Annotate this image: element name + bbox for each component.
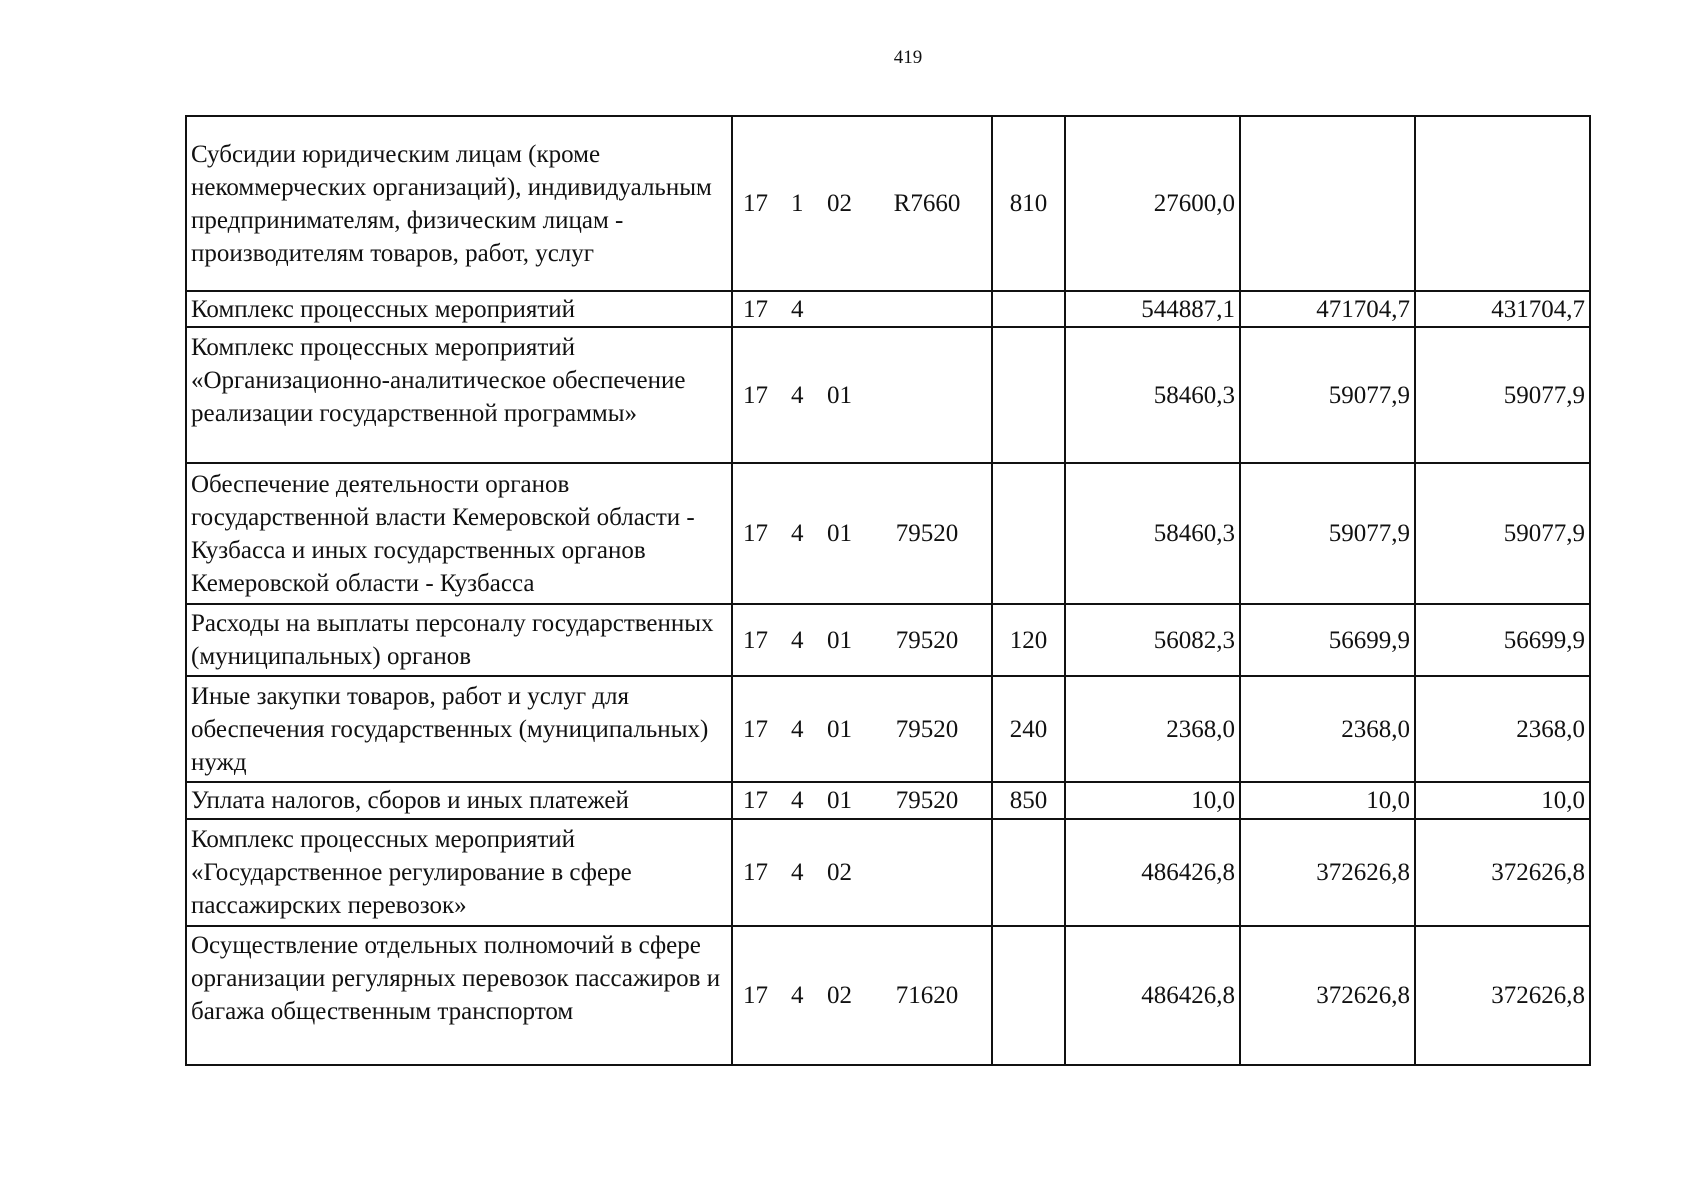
expense-type-code: 810: [992, 116, 1065, 291]
amount-year-2: 372626,8: [1240, 926, 1415, 1065]
row-name: Обеспечение деятельности органов государственной власти Кемеровской области - Кузбасса и иных государственных органов Кемеровской области - Кузбасса: [186, 463, 732, 604]
amount-year-2: 471704,7: [1240, 291, 1415, 327]
code-cell: [732, 819, 992, 926]
amount-year-1: 10,0: [1065, 782, 1240, 819]
amount-year-1: 486426,8: [1065, 926, 1240, 1065]
amount-year-3: 372626,8: [1415, 819, 1590, 926]
amount-year-1: 486426,8: [1065, 819, 1240, 926]
program-code: 17: [743, 859, 768, 886]
amount-year-2: 59077,9: [1240, 463, 1415, 604]
subprogram-code: 4: [791, 520, 804, 547]
expense-type-code: 120: [992, 604, 1065, 676]
expense-type-code: [992, 819, 1065, 926]
page-number: 419: [893, 47, 923, 68]
program-code: 17: [743, 381, 768, 409]
budget-table: [185, 115, 1591, 1066]
table-row: [186, 116, 1590, 291]
row-name: Комплекс процессных мероприятий «Государственное регулирование в сфере пассажирских перевозок»: [186, 819, 732, 926]
expense-type-code: [992, 327, 1065, 463]
amount-year-1: 58460,3: [1065, 327, 1240, 463]
amount-year-1: 27600,0: [1065, 116, 1240, 291]
amount-year-1: 58460,3: [1065, 463, 1240, 604]
table-row: [186, 676, 1590, 782]
direction-code: R7660: [893, 190, 961, 217]
code-cell: [732, 926, 992, 1065]
amount-year-1: 56082,3: [1065, 604, 1240, 676]
row-name: Комплекс процессных мероприятий: [186, 291, 732, 327]
subprogram-code: 4: [791, 982, 804, 1009]
amount-year-3: 431704,7: [1415, 291, 1590, 327]
table-row: [186, 463, 1590, 604]
row-name: Субсидии юридическим лицам (кроме некоммерческих организаций), индивидуальным предпринимателям, физическим лицам - производителям товаров, работ, услуг: [186, 116, 732, 291]
code-cell: [732, 604, 992, 676]
amount-year-3: 56699,9: [1415, 604, 1590, 676]
expense-type-code: 850: [992, 782, 1065, 819]
subprogram-code: 4: [791, 859, 804, 886]
measure-code: 01: [827, 381, 852, 409]
amount-year-3: 59077,9: [1415, 327, 1590, 463]
row-name: Комплекс процессных мероприятий «Организационно-аналитическое обеспечение реализации государственной программы»: [186, 327, 732, 463]
code-cell: [732, 463, 992, 604]
subprogram-code: 4: [791, 626, 804, 654]
code-cell: [732, 116, 992, 291]
amount-year-3: 372626,8: [1415, 926, 1590, 1065]
amount-year-2: 2368,0: [1240, 676, 1415, 782]
table-row: [186, 782, 1590, 819]
row-name: Уплата налогов, сборов и иных платежей: [186, 782, 732, 819]
direction-code: 79520: [895, 626, 959, 654]
direction-code: 71620: [895, 982, 959, 1009]
amount-year-2: 10,0: [1240, 782, 1415, 819]
amount-year-1: 2368,0: [1065, 676, 1240, 782]
expense-type-code: [992, 463, 1065, 604]
measure-code: 01: [827, 626, 852, 654]
subprogram-code: 1: [791, 190, 804, 217]
table-row: [186, 604, 1590, 676]
amount-year-3: 2368,0: [1415, 676, 1590, 782]
measure-code: 01: [827, 787, 852, 814]
subprogram-code: 4: [791, 715, 804, 743]
code-cell: [732, 327, 992, 463]
direction-code: 79520: [895, 520, 959, 547]
table-row: [186, 926, 1590, 1065]
table-row: [186, 819, 1590, 926]
table-row: [186, 291, 1590, 327]
code-cell: [732, 291, 992, 327]
program-code: 17: [743, 982, 768, 1009]
measure-code: 01: [827, 520, 852, 547]
direction-code: 79520: [895, 715, 959, 743]
program-code: 17: [743, 626, 768, 654]
row-name: Иные закупки товаров, работ и услуг для обеспечения государственных (муниципальных) нужд: [186, 676, 732, 782]
subprogram-code: 4: [791, 787, 804, 814]
amount-year-2: 372626,8: [1240, 819, 1415, 926]
amount-year-3: 59077,9: [1415, 463, 1590, 604]
code-cell: [732, 782, 992, 819]
subprogram-code: 4: [791, 295, 804, 323]
table-row: [186, 327, 1590, 463]
amount-year-2: 56699,9: [1240, 604, 1415, 676]
program-code: 17: [743, 295, 768, 323]
measure-code: 02: [827, 859, 852, 886]
amount-year-3: 10,0: [1415, 782, 1590, 819]
program-code: 17: [743, 520, 768, 547]
program-code: 17: [743, 715, 768, 743]
expense-type-code: [992, 926, 1065, 1065]
program-code: 17: [743, 787, 768, 814]
code-cell: [732, 676, 992, 782]
row-name: Расходы на выплаты персоналу государственных (муниципальных) органов: [186, 604, 732, 676]
amount-year-1: 544887,1: [1065, 291, 1240, 327]
row-name: Осуществление отдельных полномочий в сфере организации регулярных перевозок пассажиров и багажа общественным транспортом: [186, 926, 732, 1065]
amount-year-3: [1415, 116, 1590, 291]
measure-code: 02: [827, 190, 852, 217]
amount-year-2: [1240, 116, 1415, 291]
measure-code: 01: [827, 715, 852, 743]
subprogram-code: 4: [791, 381, 804, 409]
expense-type-code: 240: [992, 676, 1065, 782]
measure-code: 02: [827, 982, 852, 1009]
direction-code: 79520: [895, 787, 959, 814]
program-code: 17: [743, 190, 768, 217]
expense-type-code: [992, 291, 1065, 327]
amount-year-2: 59077,9: [1240, 327, 1415, 463]
